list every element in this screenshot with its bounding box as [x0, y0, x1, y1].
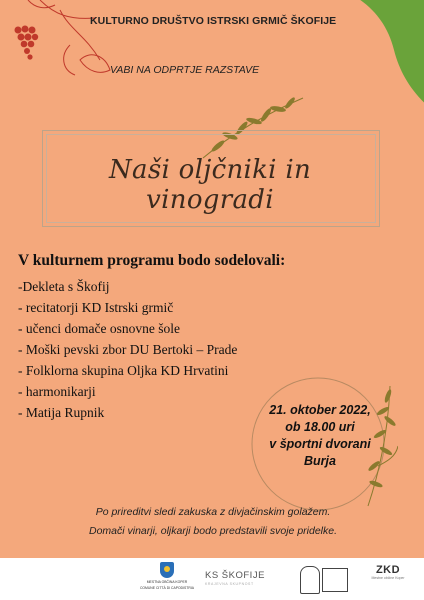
municipality-name-it: COMUNE CITTÀ DI CAPODISTRIA: [139, 586, 195, 590]
event-venue: v športni dvorani: [269, 437, 371, 451]
municipality-logo: [132, 562, 202, 598]
society-name: KULTURNO DRUŠTVO ISTRSKI GRMIČ ŠKOFIJE: [90, 15, 337, 27]
exhibition-title: Naši oljčniki in vinogradi: [108, 155, 312, 215]
owl-emblem-icon: [300, 566, 320, 594]
footer-line-1: Po prireditvi sledi zakuska z divjačinskim golažem.: [95, 506, 331, 518]
zkd-name: ZKD: [375, 564, 401, 576]
event-time: ob 18.00 uri: [285, 420, 355, 434]
zkd-subtitle: Mestne občine Koper: [371, 576, 405, 580]
list-item: - Moški pevski zbor DU Bertoki – Prade: [18, 342, 238, 357]
book-emblem-icon: [322, 568, 348, 592]
coat-of-arms-icon: [160, 562, 174, 578]
list-item: - Folklorna skupina Oljka KD Hrvatini: [18, 363, 229, 378]
invitation-line: VABI NA ODPRTJE RAZSTAVE: [110, 64, 260, 76]
list-item: - Matija Rupnik: [18, 405, 105, 420]
footer-notes: [8, 503, 418, 541]
list-item: - učenci domače osnovne šole: [18, 321, 180, 336]
ks-subtitle: KRAJEVNA SKUPNOST: [205, 582, 254, 586]
list-item: - harmonikarji: [18, 384, 96, 399]
list-item: -Dekleta s Škofij: [18, 279, 110, 294]
program-list: [18, 276, 237, 423]
list-item: - recitatorji KD Istrski grmič: [18, 300, 174, 315]
ks-skofije-logo: [205, 570, 285, 586]
zkd-logo: [368, 564, 408, 580]
program-heading: V kulturnem programu bodo sodelovali:: [18, 252, 286, 269]
municipality-name: MESTNA OBČINA KOPER: [146, 580, 188, 584]
sponsor-logos-bar: [0, 558, 424, 600]
event-place: Burja: [304, 454, 336, 468]
event-date: 21. oktober 2022,: [269, 403, 371, 417]
event-details: [255, 402, 385, 470]
footer-line-2: Domači vinarji, oljkarji bodo predstavili svoje pridelke.: [88, 525, 338, 537]
ks-name: KS ŠKOFIJE: [205, 570, 265, 581]
